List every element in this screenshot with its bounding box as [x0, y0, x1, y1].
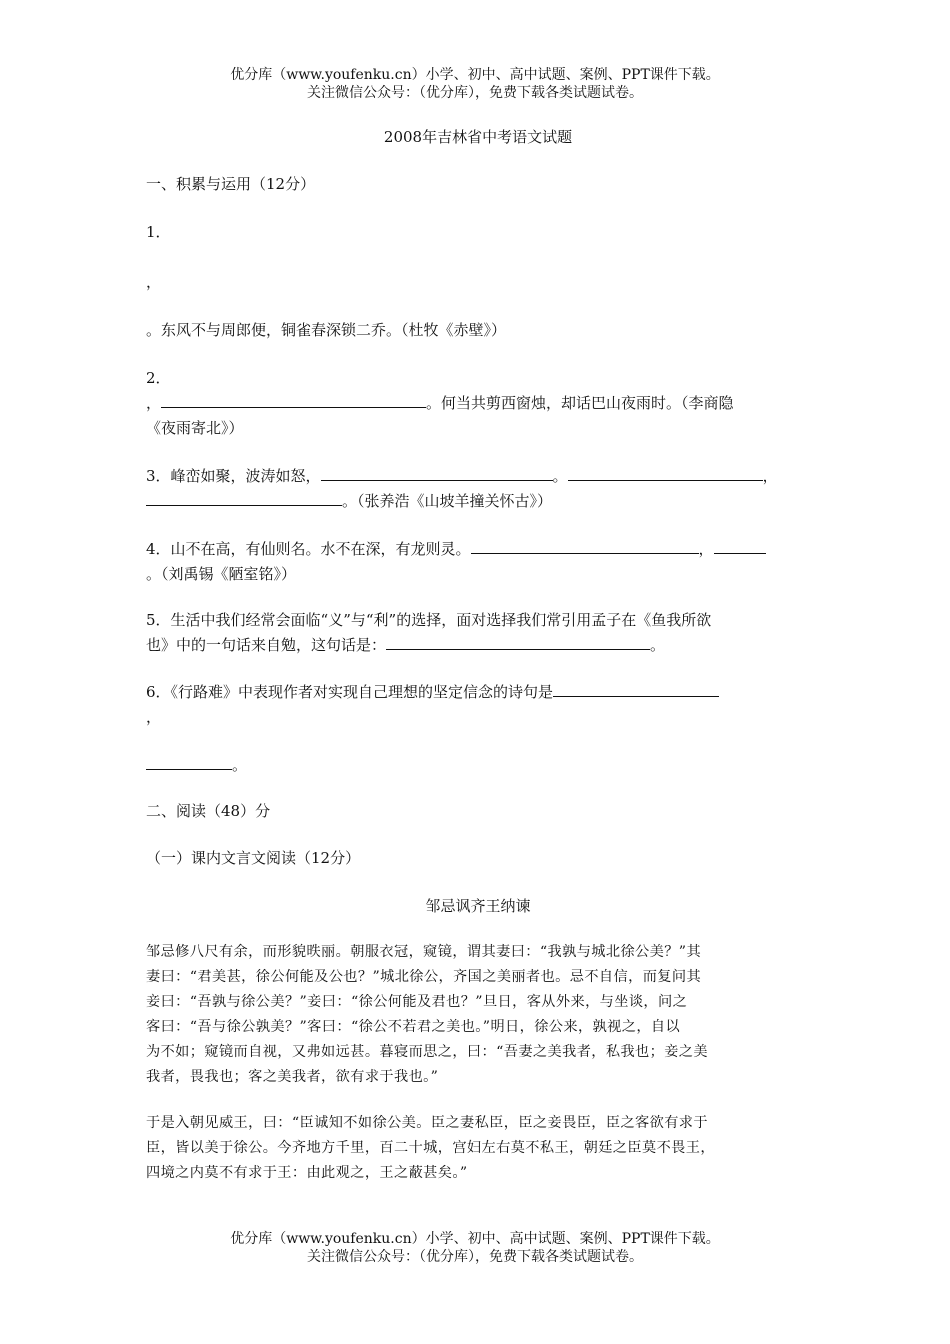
q6-answer-blank-1[interactable]	[553, 680, 719, 697]
question-5-line-1: 5．生活中我们经常会面临“义”与“利”的选择，面对选择我们常引用孟子在《鱼我所欲	[146, 611, 712, 629]
passage-line: 臣，皆以美于徐公。今齐地方千里，百二十城，宫妇左右莫不私王，朝廷之臣莫不畏王，	[146, 1140, 715, 1156]
q4-prefix: 4．山不在高，有仙则名。水不在深，有龙则灵。	[146, 540, 471, 558]
header-line-1: 优分库（www.youfenku.cn）小学、初中、高中试题、案例、PPT课件下载。	[230, 67, 720, 83]
footer-line-2: 关注微信公众号：（优分库），免费下载各类试题试卷。	[307, 1249, 643, 1265]
question-3-line-1	[146, 464, 810, 488]
question-4-source: 。（刘禹锡《陋室铭》）	[146, 565, 297, 583]
q3-answer-blank-3[interactable]	[146, 489, 342, 506]
question-6-line-3	[146, 753, 810, 777]
q2-prefix: ，	[146, 394, 162, 412]
subsection-heading: （一）课内文言文阅读（12分）	[146, 849, 361, 867]
passage-paragraph-2	[146, 1111, 810, 1186]
q3-comma: ，	[762, 467, 778, 485]
page-header	[0, 66, 950, 102]
question-1-text: 。东风不与周郎便，铜雀春深锁二乔。（杜牧《赤壁》）	[146, 321, 507, 339]
q2-text: 。何当共剪西窗烛，却话巴山夜雨时。（李商隐	[426, 394, 734, 412]
q6-prefix: 6．《行路难》中表现作者对实现自己理想的坚定信念的诗句是	[146, 683, 554, 701]
passage-paragraph-1	[146, 940, 810, 1090]
q4-comma: ，	[698, 540, 714, 558]
question-2-line	[146, 391, 810, 415]
passage-line: 于是入朝见威王，曰：“臣诚知不如徐公美。臣之妻私臣，臣之妾畏臣，臣之客欲有求于	[146, 1115, 708, 1131]
page-title: 2008年吉林省中考语文试题	[383, 128, 573, 146]
q6-period: 。	[232, 756, 248, 774]
q3-answer-blank-1[interactable]	[321, 464, 553, 481]
q4-answer-blank-1[interactable]	[471, 537, 699, 554]
q6-answer-blank-2[interactable]	[146, 753, 232, 770]
question-6-line-1	[146, 680, 810, 704]
question-1-number: 1．	[146, 223, 171, 241]
footer-line-1: 优分库（www.youfenku.cn）小学、初中、高中试题、案例、PPT课件下载。	[230, 1231, 720, 1247]
q3-source: 。（张养浩《山坡羊撞关怀古》）	[342, 492, 553, 510]
question-3-line-2	[146, 489, 810, 513]
question-2-source: 《夜雨寄北》）	[146, 419, 244, 437]
question-6-comma: ，	[146, 708, 162, 726]
passage-line: 为不如；窥镜而自视，又弗如远甚。暮寝而思之，曰：“吾妻之美我者，私我也；妾之美	[146, 1044, 708, 1060]
passage-title: 邹忌讽齐王纳谏	[425, 897, 531, 915]
q2-answer-blank[interactable]	[161, 391, 426, 408]
q3-answer-blank-2[interactable]	[568, 464, 763, 481]
passage-line: 妾曰：“吾孰与徐公美？”妾曰：“徐公何能及君也？”旦日，客从外来，与坐谈，问之	[146, 994, 688, 1010]
header-line-2: 关注微信公众号：（优分库），免费下载各类试题试卷。	[307, 85, 643, 101]
question-1-comma: ，	[146, 273, 162, 291]
question-4-line-1	[146, 537, 810, 561]
q3-period: 。	[552, 467, 568, 485]
question-2-number: 2．	[146, 369, 171, 387]
section-1-heading: 一、积累与运用（12分）	[146, 175, 316, 193]
passage-line: 我者，畏我也；客之美我者，欲有求于我也。”	[146, 1069, 439, 1085]
passage-line: 邹忌修八尺有余，而形貌昳丽。朝服衣冠，窥镜，谓其妻曰：“我孰与城北徐公美？”其	[146, 944, 702, 960]
section-2-heading: 二、阅读（48）分	[146, 802, 271, 820]
page-footer	[0, 1230, 950, 1266]
q5-answer-blank[interactable]	[386, 633, 650, 650]
q3-prefix: 3．峰峦如聚，波涛如怒，	[146, 467, 321, 485]
q5-period: 。	[650, 636, 666, 654]
q4-answer-blank-2[interactable]	[714, 537, 766, 554]
question-5-line-2	[146, 633, 810, 657]
passage-line: 客曰：“吾与徐公孰美？”客曰：“徐公不若君之美也。”明日，徐公来，孰视之，自以	[146, 1019, 681, 1035]
passage-line: 四境之内莫不有求于王：由此观之，王之蔽甚矣。”	[146, 1165, 468, 1181]
q5-prefix: 也》中的一句话来自勉，这句话是：	[146, 636, 387, 654]
passage-line: 妻曰：“君美甚，徐公何能及公也？”城北徐公，齐国之美丽者也。忌不自信，而复问其	[146, 969, 702, 985]
